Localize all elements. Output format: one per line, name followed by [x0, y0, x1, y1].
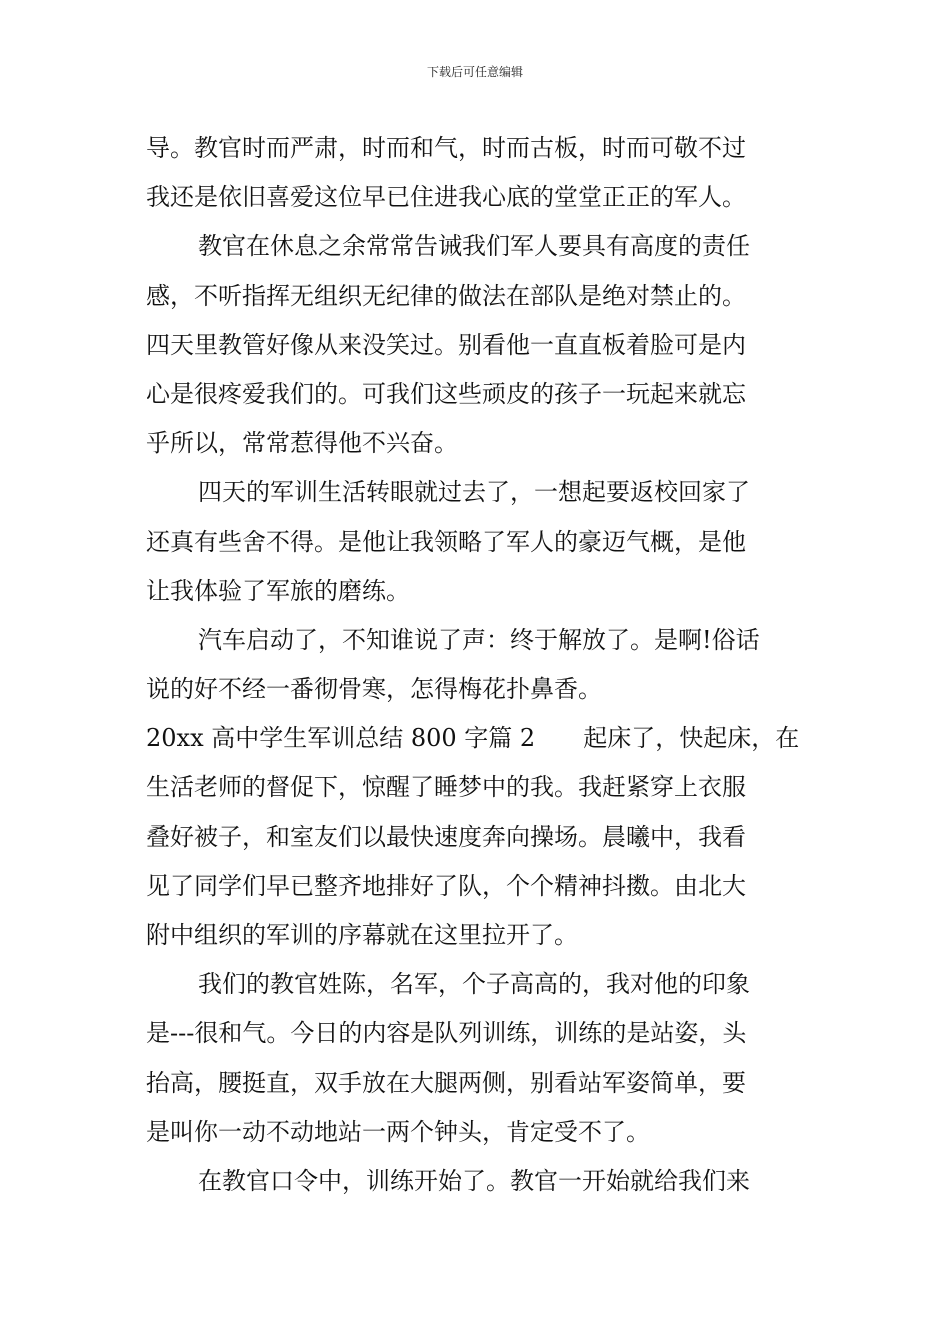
text-line: 见了同学们早已整齐地排好了队，个个精神抖擞。由北大 — [146, 871, 746, 900]
text-line: 是---很和气。今日的内容是队列训练，训练的是站姿，头 — [146, 1019, 747, 1048]
text-line: 四天里教管好像从来没笑过。别看他一直直板着脸可是内 — [146, 330, 746, 359]
text-line: 我们的教官姓陈，名军，个子高高的，我对他的印象 — [198, 970, 750, 999]
text-line: 叠好被子，和室友们以最快速度奔向操场。晨曦中，我看 — [146, 822, 746, 851]
text-line: 还真有些舍不得。是他让我领略了军人的豪迈气概，是他 — [146, 527, 746, 556]
text-line: 让我体验了军旅的磨练。 — [146, 576, 410, 605]
text-line: 是叫你一动不动地站一两个钟头，肯定受不了。 — [146, 1117, 650, 1146]
text-line: 说的好不经一番彻骨寒，怎得梅花扑鼻香。 — [146, 675, 602, 704]
text-line: 乎所以，常常惹得他不兴奋。 — [146, 429, 458, 458]
text-line: 汽车启动了，不知谁说了声：终于解放了。是啊!俗话 — [198, 625, 760, 654]
section-heading-title: 20xx 高中学生军训总结 800 字篇 2 — [146, 724, 536, 753]
section-heading-line — [146, 714, 810, 763]
text-line: 心是很疼爱我们的。可我们这些顽皮的孩子一玩起来就忘 — [146, 379, 746, 408]
text-line: 导。教官时而严肃，时而和气，时而古板，时而可敬不过 — [146, 134, 746, 162]
text-line: 教官在休息之余常常告诫我们军人要具有高度的责任 — [198, 232, 750, 261]
text-line: 我还是依旧喜爱这位早已住进我心底的堂堂正正的军人。 — [146, 183, 746, 212]
document-body — [146, 124, 810, 1206]
text-line: 附中组织的军训的序幕就在这里拉开了。 — [146, 921, 578, 949]
text-line: 生活老师的督促下，惊醒了睡梦中的我。我赶紧穿上衣服 — [146, 773, 746, 802]
text-line: 抬高，腰挺直，双手放在大腿两侧，别看站军姿简单，要 — [146, 1068, 746, 1097]
text-line: 感，不听指挥无组织无纪律的做法在部队是绝对禁止的。 — [146, 281, 746, 310]
page-header: 下载后可任意编辑 — [426, 65, 523, 79]
text-line: 在教官口令中，训练开始了。教官一开始就给我们来 — [198, 1166, 750, 1195]
text-line: 四天的军训生活转眼就过去了，一想起要返校回家了 — [198, 478, 750, 507]
section-heading-text: 起床了，快起床，在 — [583, 724, 800, 753]
